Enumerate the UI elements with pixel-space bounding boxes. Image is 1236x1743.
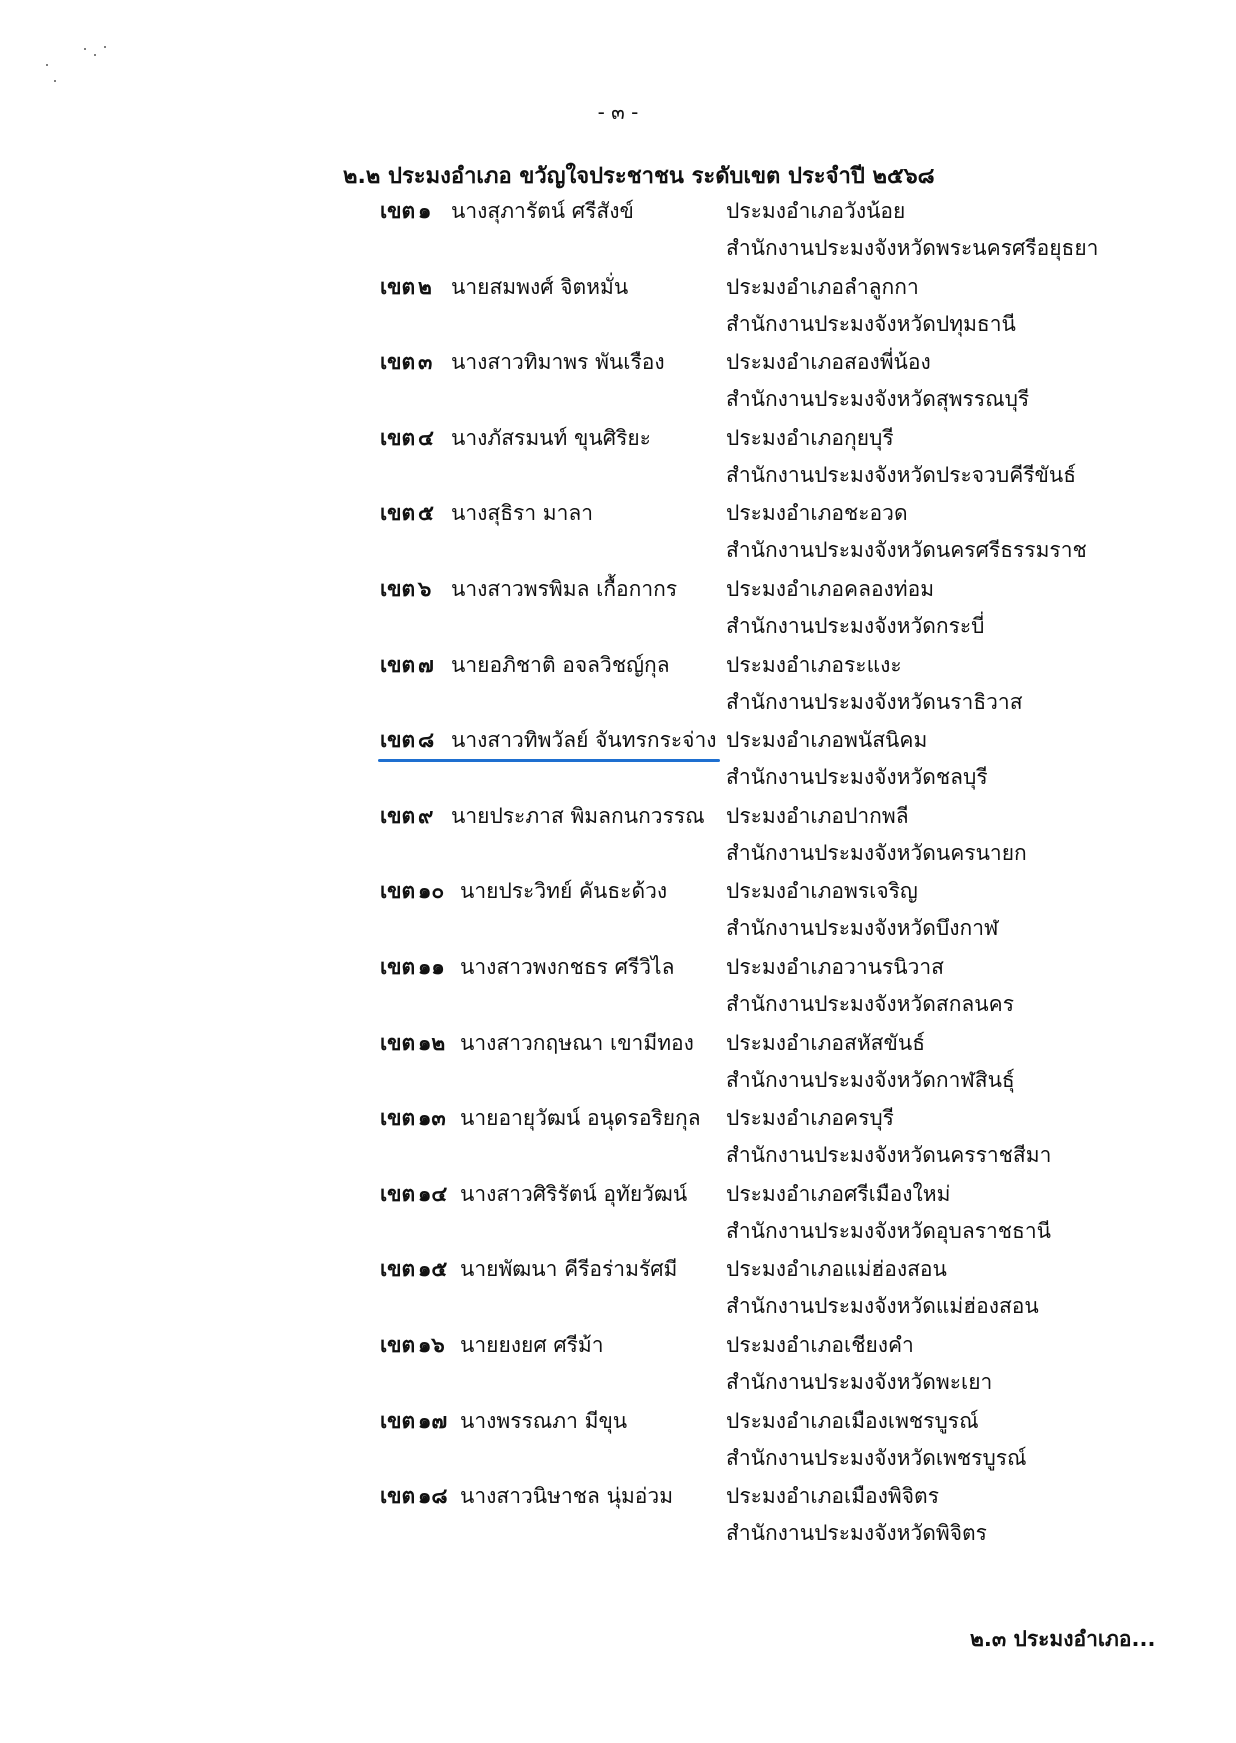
zone-label: เขต bbox=[380, 274, 416, 299]
zone-label: เขต bbox=[380, 879, 416, 904]
position-title: ประมงอำเภอระแงะ bbox=[726, 652, 902, 677]
zone-label: เขต bbox=[380, 1257, 416, 1282]
zone-label: เขต bbox=[380, 652, 416, 677]
position-title: ประมงอำเภอพนัสนิคม bbox=[726, 728, 928, 753]
zone-number: ๘ bbox=[418, 728, 435, 753]
zone-label: เขต bbox=[380, 576, 416, 601]
person-name: นางสาวพรพิมล เกื้อกากร bbox=[451, 576, 678, 601]
position-title: ประมงอำเภอเชียงคำ bbox=[726, 1332, 914, 1357]
person-name: นายประภาส พิมลกนกวรรณ bbox=[451, 803, 705, 828]
entry-line-1 bbox=[0, 798, 1236, 834]
entry-line-1 bbox=[0, 571, 1236, 607]
office-name: สำนักงานประมงจังหวัดนราธิวาส bbox=[726, 689, 1023, 714]
person-name: นางสุธิรา มาลา bbox=[451, 501, 594, 526]
footer-continuation: ๒.๓ ประมงอำเภอ... bbox=[970, 1627, 1156, 1651]
entry-line-2 bbox=[0, 1288, 1236, 1324]
position-title: ประมงอำเภอลำลูกกา bbox=[726, 274, 919, 299]
position-title: ประมงอำเภอคลองท่อม bbox=[726, 576, 935, 601]
zone-number: ๑๘ bbox=[418, 1484, 448, 1509]
position-title: ประมงอำเภอครบุรี bbox=[726, 1106, 894, 1131]
zone-label: เขต bbox=[380, 199, 416, 223]
entry-line-1 bbox=[0, 344, 1236, 380]
award-entry bbox=[0, 873, 1236, 949]
zone-number: ๒ bbox=[418, 274, 432, 299]
award-entry bbox=[0, 420, 1236, 496]
office-name: สำนักงานประมงจังหวัดประจวบคีรีขันธ์ bbox=[726, 462, 1077, 487]
office-name: สำนักงานประมงจังหวัดกระบี่ bbox=[726, 613, 985, 638]
zone-number: ๑๗ bbox=[418, 1408, 448, 1433]
person-name: นางสาวกฤษณา เขามีทอง bbox=[460, 1030, 694, 1055]
entry-line-1 bbox=[0, 1478, 1236, 1514]
zone-number: ๗ bbox=[418, 652, 434, 677]
award-entry bbox=[0, 344, 1236, 420]
person-name: นายอภิชาติ อจลวิชญ์กุล bbox=[451, 652, 670, 677]
entry-line-2 bbox=[0, 230, 1236, 266]
person-name: นายอายุวัฒน์ อนุดรอริยกุล bbox=[460, 1106, 701, 1131]
zone-label: เขต bbox=[380, 1106, 416, 1131]
office-name: สำนักงานประมงจังหวัดแม่ฮ่องสอน bbox=[726, 1294, 1039, 1319]
person-name: นางสาวทิพวัลย์ จันทรกระจ่าง bbox=[451, 728, 717, 753]
office-name: สำนักงานประมงจังหวัดบึงกาฬ bbox=[726, 916, 999, 941]
zone-number: ๑ bbox=[418, 199, 432, 223]
entry-line-1 bbox=[0, 495, 1236, 531]
position-title: ประมงอำเภอปากพลี bbox=[726, 803, 909, 828]
office-name: สำนักงานประมงจังหวัดเพชรบูรณ์ bbox=[726, 1445, 1027, 1470]
zone-label: เขต bbox=[380, 1030, 416, 1055]
zone-label: เขต bbox=[380, 425, 416, 450]
entry-line-1 bbox=[0, 1100, 1236, 1136]
entry-line-1 bbox=[0, 1403, 1236, 1439]
office-name: สำนักงานประมงจังหวัดสุพรรณบุรี bbox=[726, 387, 1030, 412]
zone-number: ๓ bbox=[418, 350, 433, 375]
entry-line-2 bbox=[0, 759, 1236, 795]
position-title: ประมงอำเภอแม่ฮ่องสอน bbox=[726, 1257, 947, 1282]
office-name: สำนักงานประมงจังหวัดนครราชสีมา bbox=[726, 1143, 1052, 1168]
zone-label: เขต bbox=[380, 1408, 416, 1433]
position-title: ประมงอำเภอวังน้อย bbox=[726, 199, 906, 223]
office-name: สำนักงานประมงจังหวัดพระนครศรีอยุธยา bbox=[726, 236, 1099, 260]
scan-specks bbox=[46, 48, 126, 98]
office-name: สำนักงานประมงจังหวัดปทุมธานี bbox=[726, 311, 1016, 336]
entry-line-2 bbox=[0, 684, 1236, 720]
entry-line-1 bbox=[0, 1327, 1236, 1363]
entry-line-1 bbox=[0, 647, 1236, 683]
office-name: สำนักงานประมงจังหวัดพะเยา bbox=[726, 1369, 993, 1394]
zone-number: ๑๑ bbox=[418, 954, 445, 979]
office-name: สำนักงานประมงจังหวัดนครศรีธรรมราช bbox=[726, 538, 1087, 563]
entry-line-2 bbox=[0, 986, 1236, 1022]
person-name: นางพรรณภา มีขุน bbox=[460, 1408, 628, 1433]
position-title: ประมงอำเภอกุยบุรี bbox=[726, 425, 894, 450]
zone-number: ๑๖ bbox=[418, 1332, 445, 1357]
position-title: ประมงอำเภอเมืองเพชรบูรณ์ bbox=[726, 1408, 979, 1433]
award-list bbox=[0, 193, 1236, 1554]
person-name: นางสาวทิมาพร พันเรือง bbox=[451, 350, 665, 375]
scan-speck bbox=[84, 48, 86, 50]
entry-line-2 bbox=[0, 1515, 1236, 1551]
entry-line-2 bbox=[0, 532, 1236, 568]
entry-line-2 bbox=[0, 835, 1236, 871]
zone-label: เขต bbox=[380, 954, 416, 979]
position-title: ประมงอำเภอเมืองพิจิตร bbox=[726, 1484, 939, 1509]
person-name: นางสาวศิริรัตน์ อุทัยวัฒน์ bbox=[460, 1181, 688, 1206]
position-title: ประมงอำเภอสองพี่น้อง bbox=[726, 350, 931, 375]
person-name: นายประวิทย์ คันธะด้วง bbox=[460, 879, 668, 904]
scan-speck bbox=[104, 46, 106, 48]
award-entry bbox=[0, 1100, 1236, 1176]
award-entry bbox=[0, 1025, 1236, 1101]
scan-speck bbox=[94, 54, 96, 56]
entry-line-2 bbox=[0, 306, 1236, 342]
zone-label: เขต bbox=[380, 728, 416, 753]
zone-number: ๑๐ bbox=[418, 879, 445, 904]
award-entry bbox=[0, 1251, 1236, 1327]
position-title: ประมงอำเภอวานรนิวาส bbox=[726, 954, 944, 979]
zone-label: เขต bbox=[380, 501, 416, 526]
zone-number: ๑๕ bbox=[418, 1257, 448, 1282]
award-entry bbox=[0, 1478, 1236, 1554]
entry-line-2 bbox=[0, 1364, 1236, 1400]
zone-label: เขต bbox=[380, 1181, 416, 1206]
entry-line-1 bbox=[0, 1176, 1236, 1212]
award-entry bbox=[0, 949, 1236, 1025]
scan-speck bbox=[54, 80, 56, 82]
award-entry bbox=[0, 1176, 1236, 1252]
award-entry bbox=[0, 722, 1236, 798]
entry-line-2 bbox=[0, 910, 1236, 946]
zone-number: ๑๓ bbox=[418, 1106, 446, 1131]
zone-number: ๔ bbox=[418, 425, 434, 450]
zone-label: เขต bbox=[380, 350, 416, 375]
award-entry bbox=[0, 193, 1236, 269]
award-entry bbox=[0, 1403, 1236, 1479]
person-name: นายยงยศ ศรีม้า bbox=[460, 1332, 604, 1357]
entry-line-1 bbox=[0, 1025, 1236, 1061]
position-title: ประมงอำเภอชะอวด bbox=[726, 501, 908, 526]
zone-label: เขต bbox=[380, 1484, 416, 1509]
zone-label: เขต bbox=[380, 803, 416, 828]
zone-number: ๕ bbox=[418, 501, 434, 526]
position-title: ประมงอำเภอพรเจริญ bbox=[726, 879, 918, 904]
office-name: สำนักงานประมงจังหวัดนครนายก bbox=[726, 840, 1027, 865]
entry-line-1 bbox=[0, 873, 1236, 909]
office-name: สำนักงานประมงจังหวัดพิจิตร bbox=[726, 1521, 987, 1546]
office-name: สำนักงานประมงจังหวัดอุบลราชธานี bbox=[726, 1218, 1051, 1243]
person-name: นายสมพงศ์ จิตหมั่น bbox=[451, 274, 629, 299]
zone-number: ๖ bbox=[418, 576, 432, 601]
entry-line-2 bbox=[0, 457, 1236, 493]
office-name: สำนักงานประมงจังหวัดสกลนคร bbox=[726, 991, 1014, 1016]
section-heading: ๒.๒ ประมงอำเภอ ขวัญใจประชาชน ระดับเขต ประจำปี ๒๕๖๘ bbox=[343, 164, 935, 189]
person-name: นางภัสรมนท์ ขุนศิริยะ bbox=[451, 425, 651, 450]
person-name: นางสาวนิษาชล นุ่มอ่วม bbox=[460, 1484, 674, 1509]
scan-speck bbox=[46, 64, 48, 66]
entry-line-2 bbox=[0, 608, 1236, 644]
person-name: นางสุภารัตน์ ศรีสังข์ bbox=[451, 199, 634, 223]
entry-line-1 bbox=[0, 722, 1236, 758]
entry-line-1 bbox=[0, 949, 1236, 985]
entry-line-2 bbox=[0, 1137, 1236, 1173]
office-name: สำนักงานประมงจังหวัดกาฬสินธุ์ bbox=[726, 1067, 1015, 1092]
entry-line-1 bbox=[0, 269, 1236, 305]
award-entry bbox=[0, 269, 1236, 345]
office-name: สำนักงานประมงจังหวัดชลบุรี bbox=[726, 765, 988, 790]
entry-line-1 bbox=[0, 193, 1236, 229]
page-number: - ๓ - bbox=[597, 100, 639, 124]
award-entry bbox=[0, 495, 1236, 571]
zone-number: ๑๔ bbox=[418, 1181, 448, 1206]
person-name: นางสาวพงกชธร ศรีวิไล bbox=[460, 954, 675, 979]
entry-line-2 bbox=[0, 1062, 1236, 1098]
highlight-underline bbox=[378, 759, 720, 762]
position-title: ประมงอำเภอศรีเมืองใหม่ bbox=[726, 1181, 951, 1206]
entry-line-1 bbox=[0, 1251, 1236, 1287]
award-entry bbox=[0, 647, 1236, 723]
entry-line-1 bbox=[0, 420, 1236, 456]
award-entry bbox=[0, 571, 1236, 647]
award-entry bbox=[0, 1327, 1236, 1403]
entry-line-2 bbox=[0, 1213, 1236, 1249]
entry-line-2 bbox=[0, 381, 1236, 417]
zone-label: เขต bbox=[380, 1332, 416, 1357]
zone-number: ๑๒ bbox=[418, 1030, 446, 1055]
entry-line-2 bbox=[0, 1440, 1236, 1476]
award-entry bbox=[0, 798, 1236, 874]
person-name: นายพัฒนา คีรีอร่ามรัศมี bbox=[460, 1257, 678, 1282]
position-title: ประมงอำเภอสหัสขันธ์ bbox=[726, 1030, 926, 1055]
zone-number: ๙ bbox=[418, 803, 434, 828]
